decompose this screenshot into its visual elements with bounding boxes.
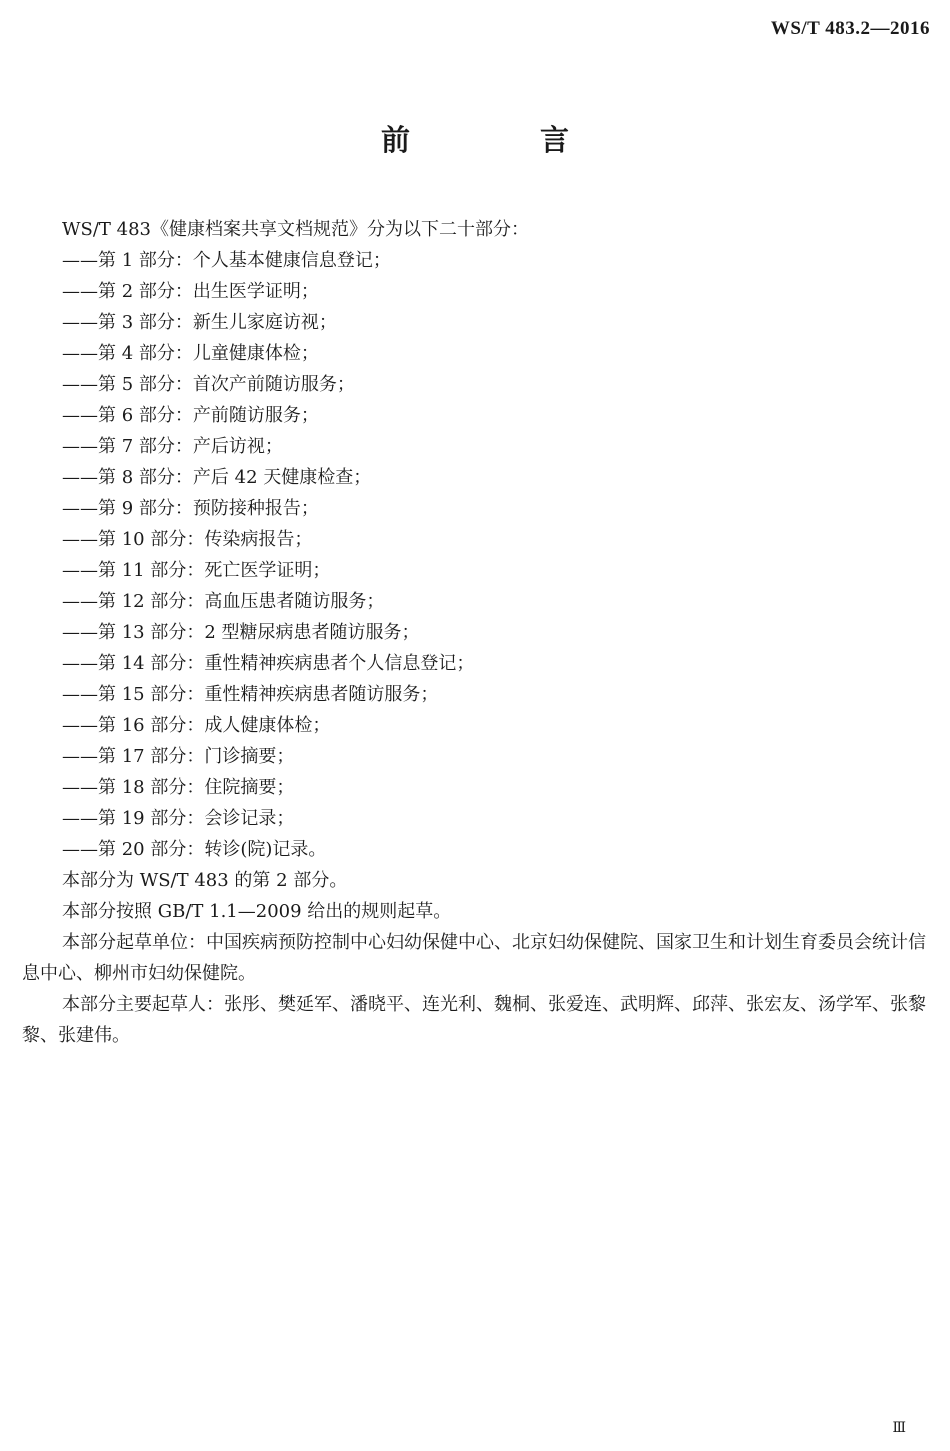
list-item: ——第 7 部分：产后访视； [62, 436, 283, 457]
drafting-units-paragraph: 本部分起草单位：中国疾病预防控制中心妇幼保健中心、北京妇幼保健院、国家卫生和计划生育委员会统计信息中心、柳州市妇幼保健院。 [22, 932, 926, 984]
list-item: ——第 20 部分：转诊(院)记录。 [62, 839, 327, 860]
standard-code: WS/T 483.2—2016 [770, 18, 930, 39]
list-item: ——第 8 部分：产后 42 天健康检查； [62, 467, 372, 488]
page-number: Ⅲ [892, 1421, 906, 1436]
list-item: ——第 6 部分：产前随访服务； [62, 405, 319, 426]
drafting-rules-paragraph: 本部分按照 GB/T 1.1—2009 给出的规则起草。 [62, 901, 452, 922]
list-item: ——第 11 部分：死亡医学证明； [62, 560, 331, 581]
main-drafters-paragraph: 本部分主要起草人：张彤、樊延军、潘晓平、连光利、魏桐、张爱连、武明辉、邱萍、张宏友、汤学军、张黎黎、张建伟。 [22, 994, 926, 1046]
list-item: ——第 12 部分：高血压患者随访服务； [62, 591, 385, 612]
list-item: ——第 13 部分：2 型糖尿病患者随访服务； [62, 622, 420, 643]
list-item: ——第 4 部分：儿童健康体检； [62, 343, 319, 364]
list-item: ——第 19 部分：会诊记录； [62, 808, 295, 829]
list-item: ——第 2 部分：出生医学证明； [62, 281, 319, 302]
list-item: ——第 3 部分：新生儿家庭访视； [62, 312, 337, 333]
document-body [22, 214, 932, 1051]
parts-list [22, 245, 932, 865]
list-item: ——第 1 部分：个人基本健康信息登记； [62, 250, 391, 271]
list-item: ——第 15 部分：重性精神疾病患者随访服务； [62, 684, 439, 705]
list-item: ——第 10 部分：传染病报告； [62, 529, 313, 550]
list-item: ——第 16 部分：成人健康体检； [62, 715, 331, 736]
part-statement-paragraph: 本部分为 WS/T 483 的第 2 部分。 [62, 870, 348, 891]
list-item: ——第 18 部分：住院摘要； [62, 777, 295, 798]
list-item: ——第 5 部分：首次产前随访服务； [62, 374, 355, 395]
intro-paragraph: WS/T 483《健康档案共享文档规范》分为以下二十部分： [62, 219, 529, 240]
list-item: ——第 17 部分：门诊摘要； [62, 746, 295, 767]
list-item: ——第 14 部分：重性精神疾病患者个人信息登记； [62, 653, 475, 674]
page-title: 前 言 [380, 123, 630, 157]
list-item: ——第 9 部分：预防接种报告； [62, 498, 319, 519]
